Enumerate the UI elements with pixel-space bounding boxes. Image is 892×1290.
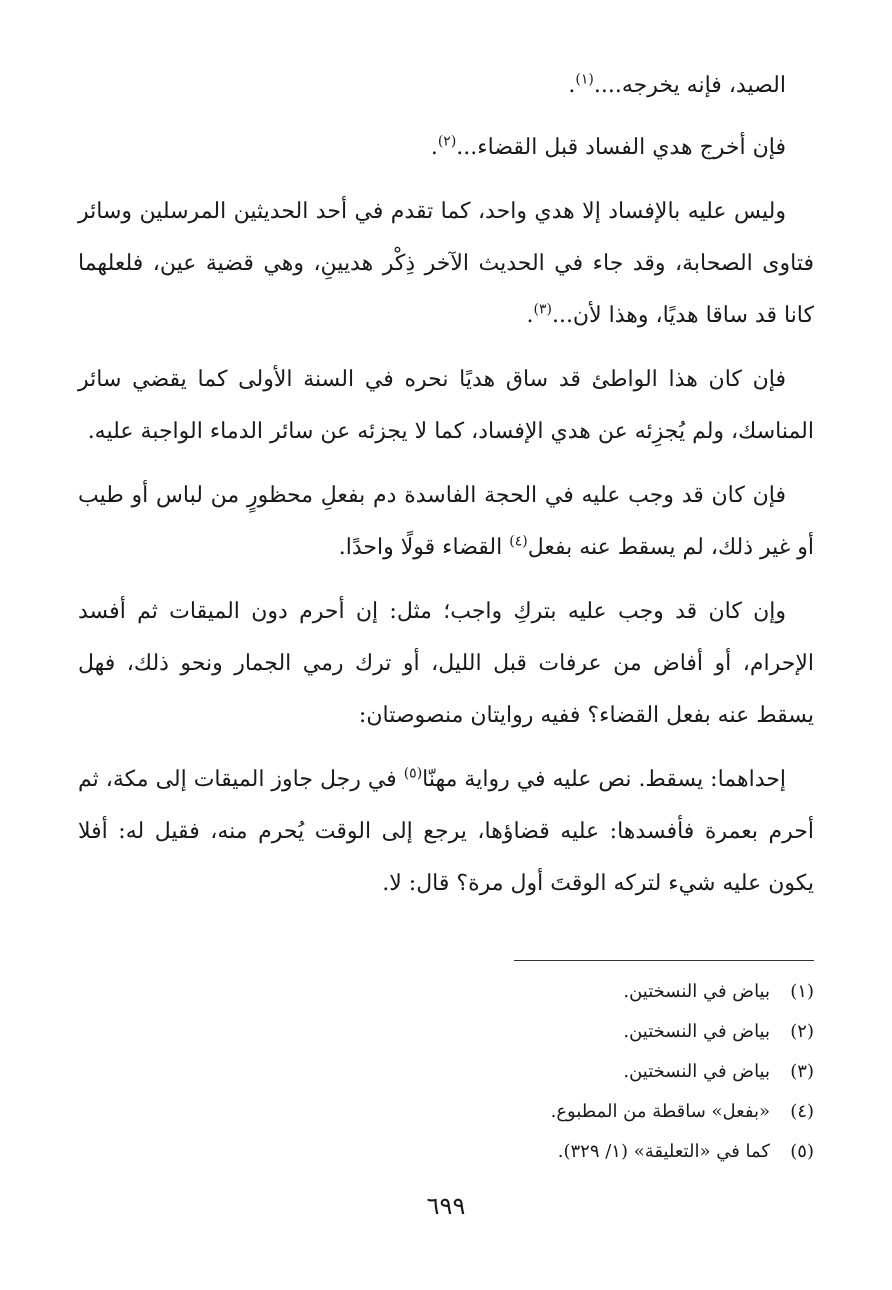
paragraph: [78, 754, 814, 910]
footnote-ref: (٥): [403, 765, 423, 782]
paragraph-text: القضاء قولًا واحدًا.: [338, 535, 510, 560]
footnote-text: كما في «التعليقة» (١/ ٣٢٩).: [557, 1141, 770, 1162]
paragraph-text: الصيد، فإنه يخرجه....: [593, 73, 786, 98]
footnote: [78, 1092, 814, 1132]
paragraph: [78, 470, 814, 574]
paragraph: [78, 186, 814, 342]
footnote-ref: (٣): [533, 301, 552, 318]
paragraph-text: .: [568, 73, 576, 98]
paragraph-text: فإن كان هذا الواطئ قد ساق هديًا نحره في السنة الأولى كما يقضي سائر المناسك، ولم يُجزِئه عن هدي الإفساد، كما لا يجزئه عن سائر الدماء الواجبة عليه.: [78, 367, 814, 444]
footnote-number: (٣): [790, 1061, 814, 1082]
footnote-separator: [514, 960, 814, 961]
paragraph: [78, 122, 814, 174]
footnotes: [78, 972, 814, 1172]
paragraph-text: إحداهما: يسقط. نص عليه في رواية مهنّا: [422, 767, 786, 792]
footnote-number: (٤): [790, 1101, 814, 1122]
paragraph-text: فإن أخرج هدي الفساد قبل القضاء...: [456, 135, 786, 160]
footnote-ref: (٢): [437, 133, 457, 150]
footnote: [78, 972, 814, 1012]
footnote-ref: (٤): [509, 533, 528, 550]
footnote-number: (١): [790, 981, 814, 1002]
paragraph-text: في رجل جاوز الميقات إلى مكة، ثم أحرم بعمرة فأفسدها: عليه قضاؤها، يرجع إلى الوقت يُحرم منه، فقيل له: أفلا يكون عليه شيء لتركه الوقتَ أول مرة؟ قال: لا.: [77, 767, 814, 896]
paragraph: [78, 586, 814, 742]
page-number: ٦٩٩: [426, 1192, 466, 1220]
paragraph-text: .: [430, 135, 438, 160]
footnote-text: بياض في النسختين.: [623, 981, 770, 1002]
footnote-text: بياض في النسختين.: [623, 1061, 770, 1082]
footnote-text: بياض في النسختين.: [623, 1021, 770, 1042]
footnote-number: (٢): [790, 1021, 814, 1042]
paragraph: [78, 354, 814, 458]
footnote: [78, 1012, 814, 1052]
footnote-number: (٥): [790, 1141, 814, 1162]
paragraph-text: فإن كان قد وجب عليه في الحجة الفاسدة دم بفعلِ محظورٍ من لباس أو طيب أو غير ذلك، لم يسقط عنه بفعل: [78, 483, 814, 560]
paragraph: [78, 60, 814, 112]
footnote-text: «بفعل» ساقطة من المطبوع.: [550, 1101, 770, 1122]
footnote: [78, 1052, 814, 1092]
paragraph-text: وليس عليه بالإفساد إلا هدي واحد، كما تقدم في أحد الحديثين المرسلين وسائر فتاوى الصحابة، وقد جاء في الحديث الآخر ذِكْر هديينِ، وهي قضية عين، فلعلهما كانا قد ساقا هديًا، وهذا لأن...: [78, 199, 814, 328]
paragraph-text: .: [526, 303, 534, 328]
footnote-ref: (١): [575, 71, 594, 88]
footnote: [78, 1132, 814, 1172]
main-text: [78, 60, 814, 922]
paragraph-text: وإن كان قد وجب عليه بتركِ واجب؛ مثل: إن أحرم دون الميقات ثم أفسد الإحرام، أو أفاض من عرفات قبل الليل، أو ترك رمي الجمار ونحو ذلك، فهل يسقط عنه بفعل القضاء؟ ففيه روايتان منصوصتان:: [78, 599, 814, 728]
